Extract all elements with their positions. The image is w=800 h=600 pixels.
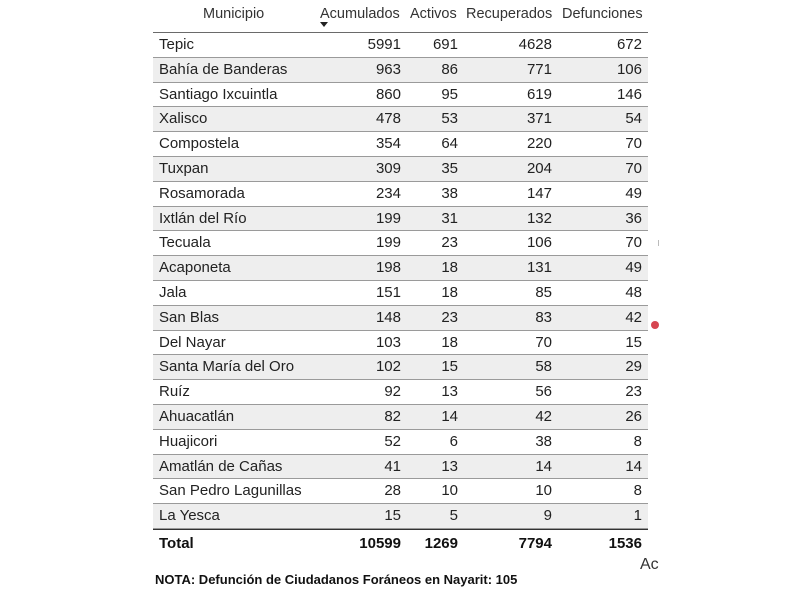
cell-defunciones: 70: [625, 135, 642, 153]
cell-acumulados: 102: [375, 358, 401, 376]
cell-defunciones: 26: [625, 407, 642, 425]
cell-recuperados: 10: [535, 482, 552, 500]
table-row[interactable]: [153, 504, 648, 529]
cell-activos: 86: [441, 60, 458, 78]
cell-municipio: Amatlán de Cañas: [159, 457, 283, 475]
cell-activos: 691: [432, 36, 458, 53]
total-label: Total: [159, 534, 194, 552]
table-row[interactable]: [153, 107, 648, 132]
cell-defunciones: 42: [625, 308, 642, 326]
cell-acumulados: 82: [384, 407, 401, 425]
cell-municipio: Santiago Ixcuintla: [159, 85, 278, 103]
cell-acumulados: 151: [375, 283, 401, 301]
cell-acumulados: 28: [384, 482, 401, 500]
cell-activos: 23: [441, 308, 458, 326]
cell-activos: 18: [441, 283, 458, 301]
footnote: NOTA: Defunción de Ciudadanos Foráneos en Nayarit: 105: [155, 572, 518, 587]
table-header: [153, 0, 648, 32]
cell-recuperados: 14: [535, 457, 552, 475]
table-row[interactable]: [153, 132, 648, 157]
cell-activos: 13: [441, 383, 458, 401]
header-municipio[interactable]: Municipio: [203, 6, 265, 22]
cell-municipio: Tecuala: [159, 234, 211, 252]
table-row[interactable]: [153, 256, 648, 281]
cell-municipio: Del Nayar: [159, 333, 226, 351]
cell-recuperados: 619: [526, 85, 552, 103]
cut-off-side-text: Ac: [640, 556, 659, 573]
cell-acumulados: 234: [375, 184, 401, 202]
cell-acumulados: 103: [375, 333, 401, 351]
cell-activos: 14: [441, 407, 458, 425]
cell-municipio: Ixtlán del Río: [159, 209, 247, 227]
scroll-tick: [658, 240, 659, 246]
header-defunciones[interactable]: Defunciones: [562, 6, 643, 22]
table-row[interactable]: [153, 331, 648, 356]
cell-acumulados: 5991: [367, 36, 401, 53]
table-row[interactable]: [153, 58, 648, 83]
cell-activos: 13: [441, 457, 458, 475]
cell-defunciones: 49: [625, 259, 642, 277]
table-row[interactable]: [153, 231, 648, 256]
cell-municipio: Ahuacatlán: [159, 407, 235, 425]
cell-activos: 31: [441, 209, 458, 227]
cell-defunciones: 672: [616, 36, 642, 53]
cell-defunciones: 8: [633, 432, 642, 450]
cell-recuperados: 38: [535, 432, 552, 450]
table-row[interactable]: [153, 33, 648, 58]
cell-acumulados: 199: [375, 209, 401, 227]
cell-municipio: Santa María del Oro: [159, 358, 295, 376]
cell-recuperados: 131: [526, 259, 552, 277]
table-row[interactable]: [153, 355, 648, 380]
header-acumulados[interactable]: Acumulados: [320, 6, 400, 22]
total-activos: 1269: [424, 534, 458, 552]
cell-defunciones: 70: [625, 234, 642, 252]
table-row[interactable]: [153, 430, 648, 455]
cell-recuperados: 371: [526, 110, 552, 128]
cell-municipio: Jala: [159, 283, 187, 301]
cell-recuperados: 106: [526, 234, 552, 252]
cell-activos: 64: [441, 135, 458, 153]
cell-municipio: Bahía de Banderas: [159, 60, 288, 78]
cell-acumulados: 198: [375, 259, 401, 277]
cell-activos: 35: [441, 159, 458, 177]
cell-acumulados: 478: [375, 110, 401, 128]
cell-acumulados: 41: [384, 457, 401, 475]
cell-activos: 10: [441, 482, 458, 500]
cell-defunciones: 29: [625, 358, 642, 376]
cell-acumulados: 92: [384, 383, 401, 401]
cell-recuperados: 220: [526, 135, 552, 153]
cell-municipio: Huajicori: [159, 432, 218, 450]
cell-recuperados: 9: [543, 507, 552, 525]
cell-acumulados: 963: [375, 60, 401, 78]
cell-defunciones: 8: [633, 482, 642, 500]
table-row[interactable]: [153, 479, 648, 504]
cell-defunciones: 23: [625, 383, 642, 401]
table-row[interactable]: [153, 182, 648, 207]
cell-recuperados: 70: [535, 333, 552, 351]
cell-acumulados: 309: [375, 159, 401, 177]
cell-activos: 38: [441, 184, 458, 202]
cell-defunciones: 54: [625, 110, 642, 128]
total-defunciones: 1536: [608, 534, 642, 552]
cell-recuperados: 58: [535, 358, 552, 376]
cell-municipio: San Blas: [159, 308, 220, 326]
cell-recuperados: 85: [535, 283, 552, 301]
cell-recuperados: 132: [526, 209, 552, 227]
cell-municipio: Acaponeta: [159, 259, 231, 277]
cell-municipio: Xalisco: [159, 110, 208, 128]
cell-defunciones: 106: [616, 60, 642, 78]
marker-dot-icon: [651, 321, 659, 329]
cell-defunciones: 1: [633, 507, 642, 525]
table-row[interactable]: [153, 207, 648, 232]
cell-municipio: Ruíz: [159, 383, 190, 401]
sort-descending-icon[interactable]: [320, 22, 328, 27]
cell-recuperados: 4628: [518, 36, 552, 53]
table-row[interactable]: [153, 281, 648, 306]
table-row[interactable]: [153, 157, 648, 182]
cell-defunciones: 48: [625, 283, 642, 301]
cell-municipio: Rosamorada: [159, 184, 245, 202]
covid-municipio-table: [153, 0, 648, 558]
cell-defunciones: 70: [625, 159, 642, 177]
total-acumulados: 10599: [359, 534, 401, 552]
cell-municipio: Tuxpan: [159, 159, 209, 177]
cell-recuperados: 42: [535, 407, 552, 425]
cell-defunciones: 49: [625, 184, 642, 202]
cell-recuperados: 56: [535, 383, 552, 401]
cell-defunciones: 146: [616, 85, 642, 103]
cell-defunciones: 15: [625, 333, 642, 351]
cell-recuperados: 771: [526, 60, 552, 78]
table-row[interactable]: [153, 380, 648, 405]
cell-recuperados: 83: [535, 308, 552, 326]
cell-activos: 6: [449, 432, 458, 450]
cell-recuperados: 204: [526, 159, 552, 177]
table-row[interactable]: [153, 405, 648, 430]
table-row[interactable]: [153, 83, 648, 108]
total-row: [153, 529, 648, 558]
cell-municipio: La Yesca: [159, 507, 220, 525]
table-body: [153, 32, 648, 529]
cell-recuperados: 147: [526, 184, 552, 202]
cell-municipio: Tepic: [159, 36, 195, 53]
total-recuperados: 7794: [518, 534, 552, 552]
cell-acumulados: 15: [384, 507, 401, 525]
table-row[interactable]: [153, 306, 648, 331]
cell-municipio: San Pedro Lagunillas: [159, 482, 302, 500]
cell-activos: 95: [441, 85, 458, 103]
cell-activos: 18: [441, 259, 458, 277]
cell-acumulados: 199: [375, 234, 401, 252]
cell-activos: 53: [441, 110, 458, 128]
cell-activos: 5: [449, 507, 458, 525]
cell-acumulados: 354: [375, 135, 401, 153]
cell-acumulados: 148: [375, 308, 401, 326]
cell-municipio: Compostela: [159, 135, 240, 153]
cell-defunciones: 14: [625, 457, 642, 475]
cell-activos: 15: [441, 358, 458, 376]
cell-defunciones: 36: [625, 209, 642, 227]
header-recuperados[interactable]: Recuperados: [466, 6, 553, 22]
cell-activos: 18: [441, 333, 458, 351]
cell-activos: 23: [441, 234, 458, 252]
cell-acumulados: 52: [384, 432, 401, 450]
header-activos[interactable]: Activos: [410, 6, 457, 22]
table-row[interactable]: [153, 455, 648, 480]
cell-acumulados: 860: [375, 85, 401, 103]
